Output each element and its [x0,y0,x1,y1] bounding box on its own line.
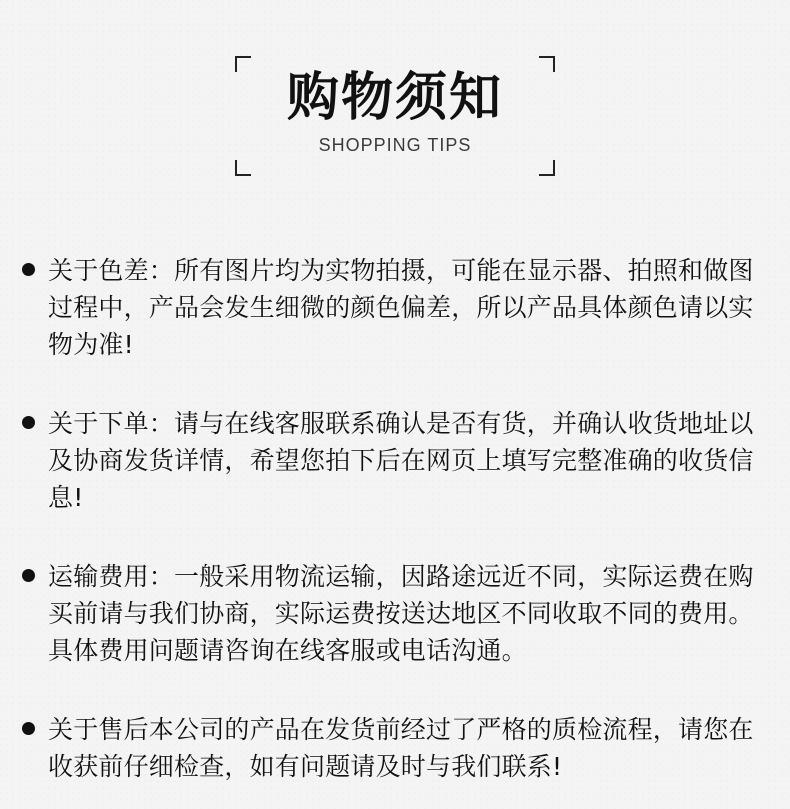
bullet-icon [22,569,35,582]
page-subtitle: SHOPPING TIPS [318,135,472,155]
corner-bottom-left-icon [235,160,251,176]
tip-text-after-sales: 关于售后本公司的产品在发货前经过了严格的质检流程，请您在收获前仔细检查，如有问题请及时与我们联系! [48,715,754,781]
tip-item-shipping-cost [22,558,767,669]
tips-list [22,252,767,785]
page-title: 购物须知 [286,68,503,128]
tip-item-after-sales [22,711,767,785]
corner-top-left-icon [235,56,251,72]
tip-item-ordering [22,405,767,516]
bullet-icon [22,722,35,735]
corner-top-right-icon [539,56,555,72]
bullet-icon [22,416,35,429]
tip-text-ordering: 关于下单：请与在线客服联系确认是否有货，并确认收货地址以及协商发货详情，希望您拍下后在网页上填写完整准确的收货信息! [48,409,754,512]
bullet-icon [22,263,35,276]
header-block [235,56,555,176]
tip-text-shipping-cost: 运输费用：一般采用物流运输，因路途远近不同，实际运费在购买前请与我们协商，实际运费按送达地区不同收取不同的费用。具体费用问题请咨询在线客服或电话沟通。 [48,562,754,665]
tip-text-color-difference: 关于色差：所有图片均为实物拍摄，可能在显示器、拍照和做图过程中，产品会发生细微的颜色偏差，所以产品具体颜色请以实物为准! [48,256,754,359]
tip-item-color-difference [22,252,767,363]
corner-bottom-right-icon [539,160,555,176]
